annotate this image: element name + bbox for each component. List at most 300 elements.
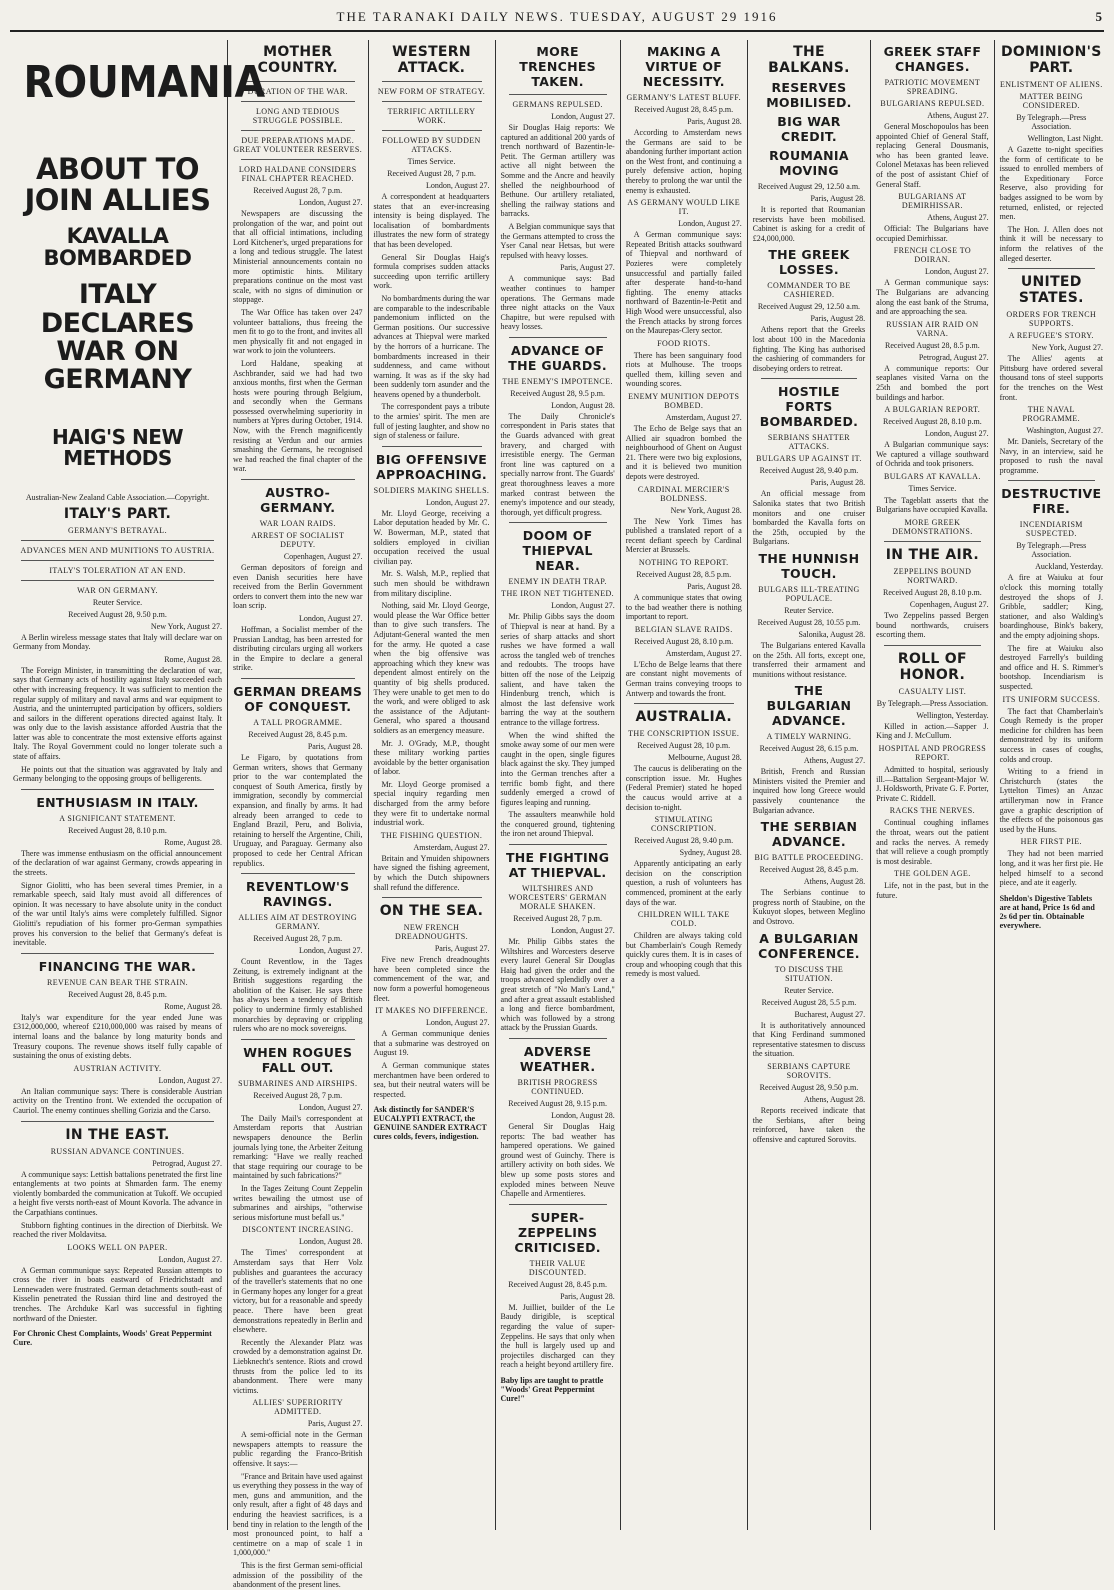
subhead: GERMANS REPULSED. [512,100,603,109]
article-paragraph: A semi-official note in the German newspapers attempts to reassure the public regarding the Franco-British offensive. It says:— [233,1430,363,1469]
received-line: Received August 28, 5.5 p.m. [761,997,857,1007]
subhead: BULGARS UP AGAINST IT. [756,454,862,464]
article-paragraph: Life, not in the past, but in the future. [876,881,989,900]
headline: DESTRUCTIVE FIRE. [1001,486,1102,517]
article-paragraph: A communique says: Bad weather continues to hamper operations. The Germans made three night attacks on the Vaux Chapitre, but were repulsed with heavy losses. [500,274,615,332]
article-paragraph: The assaulters meanwhile hold the conquered ground, tightening the iron net around Thiepval. [500,810,615,839]
article-paragraph: Mr. Daniels, Secretary of the Navy, in an interview, said he proposed to rush the naval programme. [999,437,1104,475]
column-5 [621,40,748,1530]
subhead: WAR ON GERMANY. [77,585,158,595]
article-paragraph: Children are always taking cold but Chamberlain's Cough Remedy quickly cures them. It is in cases of croup and whooping cough that this remedy is most valued. [625,931,742,979]
subhead: WILTSHIRES AND WORCESTERS' GERMAN MORALE SHAKEN. [508,884,607,912]
article-paragraph: Count Reventlow, in the Tages Zeitung, is extremely indignant at the British suggestions regarding the abolition of the Kaiser. He says there has always been a tendency of British policy to undermine firmly established monarchies by depraving or crippling rulers who are no mock sovereigns. [233,957,363,1034]
subhead: BIG BATTLE PROCEEDING. [754,853,864,863]
article-paragraph: Le Figaro, by quotations from German writers, shows that Germany prior to the war contemplated the conquest of South America, firstly by immigration, secondly by commercial expansion, and finally by arms. It had already been arranged to cede to England Brazil, Peru, and Bolivia, retaining to herself the Argentine, Chili, Uruguay, and Paraguay. Germany also proposed to cede her Central African republics. [233,752,363,868]
article-paragraph: A Belgian communique says that the Germans attempted to cross the Yser Canal near Hetsas, but were repulsed with heavy losses. [500,221,615,260]
subhead: CARDINAL MERCIER'S BOLDNESS. [637,484,730,503]
dateline: London, August 27. [551,926,615,936]
dateline: London, August 27. [158,1075,222,1085]
article-paragraph: The Daily Mail's correspondent at Amsterdam reports that Austrian newspapers denounce the Berlin journals lying tone, the Arbeiter Zeitung remarking: "Have we really reached that stage requiring our courage to be maintained by such fabrications?" [233,1113,363,1181]
divider [509,1038,607,1039]
article-paragraph: Lord Haldane, speaking at Aschbrander, said we had had two anxious months, first when the German hosts were pouring through Belgium, and secondly when the Germans possessed overwhelming superiority in numbers at Ypres during October, 1914. Now, with the French magnificently resisting at Verdun and our armies smashing the Germans, he recognised we had reached the final chapter of the war. [233,358,363,474]
article-paragraph: Reports received indicate that the Serbians, after being reinforced, have taken the offensive and captured Sorovits. [752,1106,866,1144]
divider [21,580,214,581]
headline: THE HUNNISH TOUCH. [758,550,860,581]
dateline: Amsterdam, August 27. [413,842,490,852]
headline: MOTHER COUNTRY. [257,44,338,76]
subhead: TERRIFIC ARTILLERY WORK. [387,107,476,125]
column-6 [748,40,871,1530]
article-paragraph: Recently the Alexander Platz was crowded by a demonstration against Dr. Liebknecht's sentence. Riots and crowd thrusts from the police led to its abandonment. There were many victims. [233,1337,363,1395]
advertisement: Ask distinctly for SANDER'S EUCALYPTI EXTRACT, the GENUINE SANDER EXTRACT cures colds, fevers, indigestion. [373,1105,487,1142]
dateline: Paris, August 28. [560,1291,615,1301]
subhead: RUSSIAN AIR RAID ON VARNA. [886,319,979,338]
dateline: Auckland, Yesterday. [1035,562,1104,572]
subhead: BRITISH PROGRESS CONTINUED. [517,1078,598,1096]
subhead: ENEMY IN DEATH TRAP. [508,577,607,587]
headline: ENTHUSIASM IN ITALY. [36,794,199,810]
subhead: THE CONSCRIPTION ISSUE. [628,729,740,739]
subhead: WAR LOAN RAIDS. [259,519,336,529]
article-paragraph: The Echo de Belge says that an Allied air squadron bombed the neighbourhood of Ghent on August 21. There were two big explosions, and it is believed two munition depots were destroyed. [625,424,742,482]
dateline: Paris, August 28. [687,117,742,126]
headline: GERMAN DREAMS OF CONQUEST. [233,683,363,714]
dateline: Wellington, Last Night. [1027,134,1104,143]
subhead: A TIMELY WARNING. [766,732,852,742]
dateline: London, August 27. [551,112,615,121]
article-paragraph: An official message from Salonika states that two British monitors and one cruiser bombarded the Kavalla forts on the 25th, occupied by the Bulgarians. [752,489,866,547]
headline: GREEK STAFF CHANGES. [883,44,982,74]
headline: FINANCING THE WAR. [38,958,197,974]
advertisement: Sheldon's Digestive Tablets are at hand, Price 1s 6d and 2s 6d per tin. Obtainable everywhere. [999,893,1095,930]
subhead: FOLLOWED BY SUDDEN ATTACKS. [382,136,481,154]
article-paragraph: A German communique states merchantmen have been ordered to sea, but their neutral waters will be respected. [373,1060,490,1099]
subhead: NEW FORM OF STRATEGY. [377,87,486,96]
divider [509,337,607,338]
headline: MAKING A VIRTUE OF NECESSITY. [642,44,725,89]
subhead: THE ENEMY'S IMPOTENCE. [502,376,613,386]
dateline: Athens, August 27. [927,111,989,120]
subhead: A SIGNIFICANT STATEMENT. [59,813,176,823]
subhead: BELGIAN SLAVE RAIDS. [634,624,733,634]
divider [382,897,482,898]
service-credit: Reuter Service. [92,597,143,607]
column-7 [871,40,994,1530]
article-paragraph: The caucus is deliberating on the conscription issue. Mr. Hughes (Federal Premier) stated he hoped the caucus would arrive at a decision to-night. [625,764,742,812]
received-line: Received August 28, 8.45 p.m. [759,865,859,875]
subhead: ARREST OF SOCIALIST DEPUTY. [251,531,345,550]
article-paragraph: Mr. S. Walsh, M.P., replied that such men should be withdrawn from military discipline. [373,569,490,598]
headline: THE GREEK LOSSES. [768,247,850,278]
dateline: London, August 27. [678,219,742,229]
subhead: BULGARS AT KAVALLA. [884,471,981,481]
dateline: Paris, August 28. [307,741,363,751]
article-paragraph: He points out that the situation was aggravated by Italy and Germany belonging to the opposing groups of belligerents. [13,764,222,784]
press-credit: By Telegraph.—Press Association. [876,698,989,708]
divider [1008,268,1095,269]
article-paragraph: Mr. Philip Gibbs says the doom of Thiepval is near at hand. By a series of sharp attacks and short rushes we have formed a wall across the tangled web of trenches and redoubts. The troops have bitten off the nose of the Leipzig salient, and have taken the Hindenburg trench, which is almost the last defensive work barring the way at the southern entrance to the village fortress. [500,612,615,727]
dateline: Paris, August 28. [810,314,866,324]
press-credit: By Telegraph.—Press Association. [1016,541,1087,560]
divider [1008,480,1095,481]
article-paragraph: The Daily Chronicle's correspondent in Paris states that the Guards advanced with great bravery, and charged with irresistible energy. The German front line was captured on a specially narrow front. The Guards' great thoroughness leaves a more marked contrast between the enemy's impotence and our steady, thorough, yet difficult progress. [500,411,615,517]
received-line: Received August 28, 8.10 p.m. [883,588,982,598]
subhead: LONG AND TEDIOUS STRUGGLE POSSIBLE. [252,107,343,125]
article-paragraph: When the wind shifted the smoke away some of our men were caught in the open, single figures black against the sky. They jumped into the German trenches after a terrific bomb fight, and there suddenly emerged a crowd of figures leaping and running. [500,730,615,807]
received-line: Received August 28, 7 p.m. [253,1090,343,1100]
article-paragraph: L'Echo de Belge learns that there are constant night movements of German trains conveying troops to Antwerp and towards the front. [625,659,742,698]
masthead [10,4,1104,32]
dateline: Copenhagen, August 27. [909,600,989,610]
received-line: Received August 28, 8.5 p.m. [885,340,980,350]
dateline: Salonika, August 28. [798,629,866,639]
dateline: Athens, August 27. [927,213,989,223]
divider [884,541,980,542]
article-paragraph: Official: The Bulgarians have occupied Demirhissar. [876,224,989,243]
article-paragraph: A German communique says: Repeated British attacks southward of Thiepval and northward of Pozieres were completely unsuccessful and partially failed after desperate hand-to-hand fighting. The enemy attacks northward of Bazentin-le-Petit and High Wood were unsuccessful, also the French attacks by strong forces on the Maurepas-Clery sector. [625,230,742,336]
subhead: SERBIANS CAPTURE SOROVITS. [767,1062,851,1080]
dateline: Paris, August 28. [810,194,866,203]
article-paragraph: A communique reports: Our seaplanes visited Varna on the 25th and bombed the port buildings and harbor. [876,363,989,402]
column-2 [228,40,369,1590]
subhead: GERMANY'S LATEST BLUFF. [626,93,742,102]
divider [21,953,214,954]
masthead-title: THE TARANAKI DAILY NEWS. TUESDAY, AUGUST 29 1916 [336,9,778,24]
column-8 [995,40,1108,1530]
dateline: London, August 27. [925,267,989,277]
dateline: London, August 27. [425,1018,490,1028]
headline: A BULGARIAN CONFERENCE. [758,930,860,961]
received-line: Received August 28, 8.10 p.m. [634,636,734,646]
article-paragraph: M. Juilliet, builder of the Le Baudy dirigible, is sceptical regarding the value of super-Zeppelins. He says that only when the hull is largely used up and projectiles discharged can they reach a height beyond artillery fire. [500,1302,615,1370]
article-paragraph: This is the first German semi-official admission of the possibility of the abandonment of the present lines. [233,1561,363,1590]
subhead: THE FISHING QUESTION. [380,830,483,840]
article-paragraph: A communique states that owing to the bad weather there is nothing important to report. [625,593,742,622]
headline: ITALY'S PART. [63,505,172,522]
divider [509,844,607,845]
article-paragraph: The Tageblatt asserts that the Bulgarians have occupied Kavalla. [876,495,989,515]
headline: DOOM OF THIEPVAL NEAR. [522,528,593,574]
headline: THE FIGHTING AT THIEPVAL. [505,850,610,881]
subhead: RACKS THE NERVES. [889,806,976,816]
received-line: Received August 28, 8.45 p.m. [634,105,734,114]
article-paragraph: The New York Times has published a translated report of a recent defiant speech by Cardinal Mercier at Brussels. [625,516,742,555]
subhead: A TALL PROGRAMME. [253,717,343,727]
divider [509,94,607,95]
article-paragraph: Nothing, said Mr. Lloyd George, would please the War Office better than to give such transfers. The Adjutant-General wanted the men for the army. He quoted a case when the big offensive was approaching which they knew was dependent almost entirely on the quantity of big shells produced. They were unable to get men to do the work, and were obliged to ask the assistance of the Adjutant-General, who spared a thousand soldiers as an emergency measure. [373,601,490,735]
dateline: Sydney, August 28. [679,848,742,858]
article-paragraph: General Sir Douglas Haig reports: The bad weather has hampered operations. We gained ground west of Guinchy. There is artillery activity on both sides. We blew up some posts stores and exploded mines between Neuve Chapelle and Armentieres. [500,1122,615,1199]
article-paragraph: German depositors of foreign and even Danish securities here have received from the Berlin Government orders to convert them into the new war loan scrip. [233,563,363,611]
headline: DOMINION'S PART. [1001,44,1102,76]
article-paragraph: Five new French dreadnoughts have been completed since the commencement of the war, and now form a powerful homogeneous fleet. [373,955,490,1003]
subhead: ENLISTMENT OF ALIENS. [999,80,1103,89]
divider [509,522,607,523]
dateline: London, August 28. [551,1111,615,1120]
dateline: London, August 27. [425,181,490,190]
article-paragraph: It is reported that Roumanian reservists have been mobilised. Cabinet is asking for a credit of £24,000,000. [752,205,866,243]
divider [241,479,355,480]
article-paragraph: The fire at Waiuku also destroyed Farrelly's building and office and H. S. Rimmer's bootshop. Incendiarism is suspected. [999,643,1104,691]
service-credit: Times Service. [908,483,957,493]
article-paragraph: It is authoritatively announced that King Ferdinand summoned representative statesmen to discuss the situation. [752,1020,866,1059]
service-credit: Reuter Service. [784,605,834,615]
article-paragraph: The Foreign Minister, in transmitting the declaration of war, says that Germany acts of hostility against Italy succeeded each other with increasing frequency. It was sufficient to mention the regular supply of military and naval arms and war equipment to Austria, and the uninterrupted participation by officers, soldiers and sailors in the different operations directed against Italy. It was only due to the lavish assistance afforded Austria that the latter was able to concentrate the most extensive efforts against Italy. The Royal Government could no longer tolerate such a state of affairs. [13,665,222,762]
headline: IN THE EAST. [65,1126,170,1143]
article-paragraph: A Gazette to-night specifies the form of certificate to be issued to enrolled members of the Expeditionary Force Reserve, also providing for badges assigned to be worn by returned, enlisted, or rejected men. [999,145,1104,222]
article-paragraph: They had not been married long, and it was her first pie. He helped himself to a second piece, and ate it eagerly. [999,849,1104,888]
divider [241,1039,355,1040]
subhead: DUE PREPARATIONS MADE. GREAT VOLUNTEER RESERVES. [233,136,363,154]
banner-haigs-new-methods: HAIG'S NEW METHODS [51,424,184,470]
dateline: London, August 28. [551,400,615,410]
dateline: London, August 27. [298,1102,363,1112]
subhead: AS GERMANY WOULD LIKE IT. [627,198,741,217]
dateline: Petrograd, August 27. [152,1158,222,1168]
article-paragraph: No bombardments during the war are comparable to the indescribable pandemonium inflicted on the German positions. Our successive advances at Thiepval were marked by the horrors of a hurricane. The bombardments increased in their suddenness, and came without warning. It was as if the sky had been suddenly torn asunder and the heavens opened by a thunderbolt. [373,293,490,399]
dateline: Copenhagen, August 27. [283,552,363,562]
headline: BIG WAR CREDIT. [777,114,841,144]
subhead: CASUALTY LIST. [898,686,967,696]
headline: MORE TRENCHES TAKEN. [519,44,596,89]
subhead: CHILDREN WILL TAKE COLD. [637,910,730,929]
service-credit: Reuter Service. [784,985,834,995]
subhead: LORD HALDANE CONSIDERS FINAL CHAPTER REACHED. [238,165,357,183]
dateline: Petrograd, August 27. [918,352,989,362]
article-paragraph: Killed in action.—Sapper J. King and J. McCullum. [876,721,989,741]
article-paragraph: Mr. J. O'Grady, M.P., thought these military working parties avoidable by the better organisation of labor. [373,738,490,777]
article-paragraph: The Hon. J. Allen does not think it will be necessary to inform the relatives of the alleged deserter. [999,224,1104,263]
article-paragraph: Athens report that the Greeks lost about 100 in the Macedonia fighting. The King has authorised the cashiering of commanders for disobeying orders to retreat. [752,325,866,373]
headline: WESTERN ATTACK. [392,44,471,76]
received-line: Received August 28, 8.5 p.m. [636,570,732,579]
subhead: GERMANY'S BETRAYAL. [68,525,167,535]
subhead: ADVANCES MEN AND MUNITIONS TO AUSTRIA. [20,545,215,555]
columns [8,40,1108,1590]
subhead: THE NAVAL PROGRAMME. [1022,405,1081,424]
divider [382,446,482,447]
dateline: New York, August 28. [670,505,742,515]
subhead: RUSSIAN ADVANCE CONTINUES. [50,1146,185,1156]
dateline: London, August 27. [925,429,989,439]
subhead: DISCONTENT INCREASING. [242,1225,354,1235]
headline: REVENTLOW'S RAVINGS. [246,879,350,910]
column-1 [8,40,265,1530]
dateline: Paris, August 28. [687,582,742,591]
divider [241,130,355,131]
column-4 [496,40,621,1530]
article-paragraph: "France and Britain have used against us everything they possess in the way of men, guns and ammunition, and the only result, after a fight of 48 days and enduring the heaviest sacrifices, is a bend tiny in relation to the length of the most pronounced point, to half a centimetre on a map of scale 1 in 1,000,000." [233,1471,363,1558]
received-line: Received August 28, 10 p.m. [637,741,731,751]
dateline: Wellington, Yesterday. [916,710,989,720]
received-line: Received August 28, 7 p.m. [253,934,343,944]
received-line: Received August 29, 12.50 a.m. [757,182,861,191]
subhead: ZEPPELINS BOUND NORTWARD. [893,567,972,586]
subhead: LOOKS WELL ON PAPER. [67,1242,168,1252]
subhead: NEW FRENCH DREADNOUGHTS. [395,923,468,942]
article-paragraph: According to Amsterdam news the Germans are said to be abandoning further important action on the West front, and continuing a purely defensive action, hoping thereby to prolong the war until the enemy is exhausted. [625,128,742,195]
received-line: Received August 29, 12.50 a.m. [757,302,861,312]
article-paragraph: An Italian communique says: There is considerable Austrian activity on the Trentino front. We extended the occupation of Cauriol. The enemy continues shelling Gorizia and the Carso. [13,1086,222,1115]
received-line: Received August 28, 9.40 p.m. [634,836,734,846]
subhead: FRENCH CLOSE TO DOIRAN. [893,246,972,265]
dateline: Paris, August 27. [434,944,490,954]
received-line: Received August 28, 9.5 p.m. [510,388,605,398]
article-paragraph: The correspondent pays a tribute to the armies' spirit. The men are full of jesting laughter, and show no sign of staleness or failure. [373,402,490,441]
dateline: London, August 27. [551,601,615,611]
article-paragraph: Mr. Lloyd George, receiving a Labor deputation headed by Mr. C. W. Bowerman, M.P., stated that soldiers employed in civilian occupation received the usual civilian pay. [373,508,490,566]
received-line: Received August 28, 9.40 p.m. [759,466,859,476]
subhead: ITALY'S TOLERATION AT AN END. [49,565,186,575]
divider [21,1121,214,1122]
headline: RESERVES MOBILISED. [766,80,852,110]
subhead: ALLIES AIM AT DESTROYING GERMANY. [238,913,358,932]
article-paragraph: The War Office has taken over 247 volunteer battalions, thus freeing the men fit to go to the front, and invites all men physically fit and not engaged in war work to join the volunteers. [233,307,363,356]
received-line: Received August 28, 7 p.m. [513,914,602,924]
dateline: London, August 27. [158,1254,222,1264]
dateline: London, August 28. [298,1237,363,1247]
subhead: INCENDIARISM SUSPECTED. [1019,520,1083,539]
dateline: New York, August 27. [150,621,222,631]
article-paragraph: A German communique says: The Bulgarians are advancing along the east bank of the Struma, and are approaching the sea. [876,278,989,317]
article-paragraph: Apparently anticipating an early decision on the conscription question, a rush of volunteers has commenced, prominent at the early days of the war. [625,859,742,907]
article-paragraph: Writing to a friend in Christchurch (states the Lyttelton Times) an Anzac artilleryman now in France gave a graphic description of the effects of the poisonous gas used by the Huns. [999,767,1104,834]
divider [761,378,857,379]
article-paragraph: In the Tages Zeitung Count Zeppelin writes bewailing the utmost use of submarines and airships, "otherwise serious misfortune must befall us." [233,1184,363,1222]
dateline: Amsterdam, August 27. [665,413,742,423]
subhead: HOSPITAL AND PROGRESS REPORT. [878,744,987,763]
subhead: BULGARIANS REPULSED. [880,99,985,108]
dateline: Rome, August 28. [164,1001,222,1011]
received-line: Received August 28, 7 p.m. [253,186,343,195]
article-paragraph: A Bulgarian communique says: We captured a village southward of Ochrida and took prisoners. [876,440,989,469]
dateline: London, August 27. [298,614,363,623]
received-line: Received August 28, 8.10 p.m. [68,825,167,835]
article-paragraph: A German communique says: Repeated Russian attempts to cross the river in boats eastward of Friedrichstadt and Lennewaden were frustrated. German detachments south-east of Kisselin penetrated the Russian third line and destroyed the trenches. The Archduke Karl was successful in fighting northward of the Dniester. [13,1265,222,1323]
subhead: THEIR VALUE DISCOUNTED. [528,1258,587,1277]
headline: BIG OFFENSIVE APPROACHING. [375,451,488,482]
received-line: Received August 28, 8.10 p.m. [883,417,982,427]
subhead: PATRIOTIC MOVEMENT SPREADING. [884,78,981,96]
article-paragraph: A fire at Waiuku at four o'clock this morning totally destroyed the shops of J. Gribble, saddler; King, stationer, and also Walding's boardinghouse, Bink's bakery, and the empty adjoining shops. [999,573,1104,641]
article-paragraph: The Bulgarians entered Kavalla on the 25th. All forts, except one, transferred their armament and munitions without resistance. [752,640,866,679]
dateline: London, August 27. [298,198,363,207]
dateline: Rome, August 28. [164,837,222,847]
dateline: Paris, August 27. [307,1419,363,1429]
dateline: Athens, August 28. [803,1095,866,1104]
dateline: New York, August 27. [1031,343,1104,353]
subhead: ENEMY MUNITION DEPOTS BOMBED. [628,392,740,411]
headline: UNITED STATES. [1018,274,1084,307]
subhead: TO DISCUSS THE SITUATION. [774,964,844,983]
received-line: Received August 28, 8.45 p.m. [68,989,167,999]
subhead: IT MAKES NO DIFFERENCE. [375,1006,488,1016]
subhead: ITS UNIFORM SUCCESS. [1002,694,1101,704]
subhead: THE IRON NET TIGHTENED. [501,589,615,599]
article-paragraph: Signor Giolitti, who has been several times Premier, in a remarkable speech, said Italy must avoid all differences of opinion. It was necessary to have absolute unity in the conduct of the war until Italy's aims were completely fulfilled. Signor Giolitti's repudiation of his former pro-German sympathies proves his conversion to the belief that Germany's defeat is inevitable. [13,880,222,948]
divider [382,130,482,131]
subhead: ALLIES' SUPERIORITY ADMITTED. [252,1398,344,1417]
banner-about-to-join-allies: ABOUT TO JOIN ALLIES [24,152,211,217]
headline: ROUMANIA MOVING [769,148,849,178]
headline: AUSTRO-GERMANY. [260,485,336,516]
article-paragraph: There was immense enthusiasm on the official announcement of the declaration of war against Germany, crowds appearing in the streets. [13,848,222,878]
subhead: ORDERS FOR TRENCH SUPPORTS. [1006,310,1097,329]
banner-italy-declares-war: ITALY DECLARES WAR ON GERMANY [40,279,195,396]
subhead: MATTER BEING CONSIDERED. [1019,92,1083,110]
subhead: SERBIANS SHATTER ATTACKS. [767,433,851,452]
dateline: Athens, August 28. [803,877,866,887]
divider [884,645,980,646]
received-line: Received August 28, 10.55 p.m. [757,617,861,627]
subhead: THE GOLDEN AGE. [894,869,971,879]
column-3 [369,40,496,1530]
article-paragraph: Italy's war expenditure for the year ended June was £312,000,000, whereof £210,000,000 was raised by means of internal loans and the balance by long maturity bonds and Treasury coupons. The revenue shows itself fully capable of sustaining the onus of existing debts. [13,1012,222,1061]
advertisement: Baby lips are taught to prattle "Woods' Great Peppermint Cure!" [500,1375,604,1403]
headline: THE SERBIAN ADVANCE. [760,819,858,850]
divider [241,159,355,160]
subhead: STIMULATING CONSCRIPTION. [651,815,717,834]
divider [21,789,214,790]
article-paragraph: A communique says: Lettish battalions penetrated the first line entanglements at two points at Shmarden farm. The enemy violently bombarded the communication at Tukoff. We occupied a height five versts north-east of Mount Kovorla. The advance in the Carpathians continues. [13,1169,222,1217]
headline: ADVERSE WEATHER. [519,1044,596,1074]
article-paragraph: The Serbians continue to progress north of Staubine, on the Kukuyot slopes, between Meglino and Ostrovo. [752,888,866,927]
subhead: SUBMARINES AND AIRSHIPS. [238,1078,358,1088]
article-paragraph: A Berlin wireless message states that Italy will declare war on Germany from Monday. [13,632,222,652]
subhead: A BULGARIAN REPORT. [884,405,981,415]
received-line: Received August 28, 7 p.m. [387,169,476,178]
subhead: A REFUGEE'S STORY. [1008,331,1094,341]
banner-roumania: ROUMANIA [23,57,265,108]
dateline: Paris, August 28. [810,478,866,488]
dateline: Rome, August 28. [164,654,222,664]
headline: ROLL OF HONOR. [897,650,967,683]
subhead: SOLDIERS MAKING SHELLS. [373,485,490,495]
banner-kavalla-bombarded: KAVALLA BOMBARDED [43,224,192,271]
advertisement: For Chronic Chest Complaints, Woods' Great Peppermint Cure. [13,1329,212,1348]
page-number: 5 [1095,9,1102,24]
headline: THE BALKANS. [768,44,850,76]
dateline: Paris, August 27. [560,263,615,273]
article-paragraph: A correspondent at headquarters states that an ever-increasing intensity is being displayed. The localisation of bombardments illustrates the new form of strategy that has been developed. [373,192,490,249]
subhead: NOTHING TO REPORT. [638,558,729,567]
cable-credit: Australian-New Zealand Cable Association.—Copyright. [25,492,210,502]
subhead: REVENUE CAN BEAR THE STRAIN. [46,977,189,987]
subhead: AUSTRIAN ACTIVITY. [73,1063,162,1073]
service-credit: Times Service. [407,157,456,166]
article-paragraph: Mr. Lloyd George promised a special inquiry regarding men discharged from the army before they were fit to undertake normal industrial work. [373,779,490,828]
divider [241,873,355,874]
article-paragraph: Continual coughing inflames the throat, wears out the patient and racks the nerves. A remedy that will relieve a cough promptly is most desirable. [876,818,989,866]
headline: ON THE SEA. [379,903,484,920]
article-paragraph: Sir Douglas Haig reports: We captured an additional 200 yards of trench northward of Bazentin-le-Petit. The German artillery was active all night between the Somme and the Ancre and heavily shelled the neighbourhood of Bethune. Our artillery retaliated, shelling the railway stations and barracks. [500,123,615,219]
dateline: Amsterdam, August 27. [665,648,742,658]
dateline: Washington, August 27. [1026,426,1104,436]
subhead: FOOD RIOTS. [657,338,711,348]
headline: THE BULGARIAN ADVANCE. [766,683,852,729]
subhead: COMMANDER TO BE CASHIERED. [767,281,851,300]
article-paragraph: Stubborn fighting continues in the direction of Dierbitsk. We reached the river Moldavitsa. [13,1220,222,1240]
divider [382,101,482,102]
article-paragraph: Hoffman, a Socialist member of the Prussian Landtag, has been arrested for distributing circulars urging all workers in the Empire to declare a general strike. [233,625,363,673]
article-paragraph: Newspapers are discussing the prolongation of the war, and point out that all official intimations, including Lord Kitchener's, urged preparations for a long and tedious struggle. The latest Ministerial announcements contain no more optimistic hints. Military preparations continue on the most vast scale, with no signs of diminution or stoppage. [233,209,363,305]
headline: AUSTRALIA. [635,709,733,726]
divider [382,81,482,82]
article-paragraph: There has been sanguinary food riots at Mulhouse. The troops quelled them, killing seven and wounding scores. [625,350,742,389]
article-paragraph: Two Zeppelins passed Bergen bound northwards, cruisers escorting them. [876,611,989,640]
article-paragraph: The Allies' agents at Pittsburg have ordered several thousand tons of steel supports for the trenches on the West front. [999,354,1104,402]
article-paragraph: The Times' correspondent at Amsterdam says that Herr Volz publishes and guarantees the accuracy of the traveller's statements that no one in Germany hopes any longer for a great victory, but for a reasonable and speedy peace. There have been great demonstrations repeatedly in Berlin and elsewhere. [233,1248,363,1335]
